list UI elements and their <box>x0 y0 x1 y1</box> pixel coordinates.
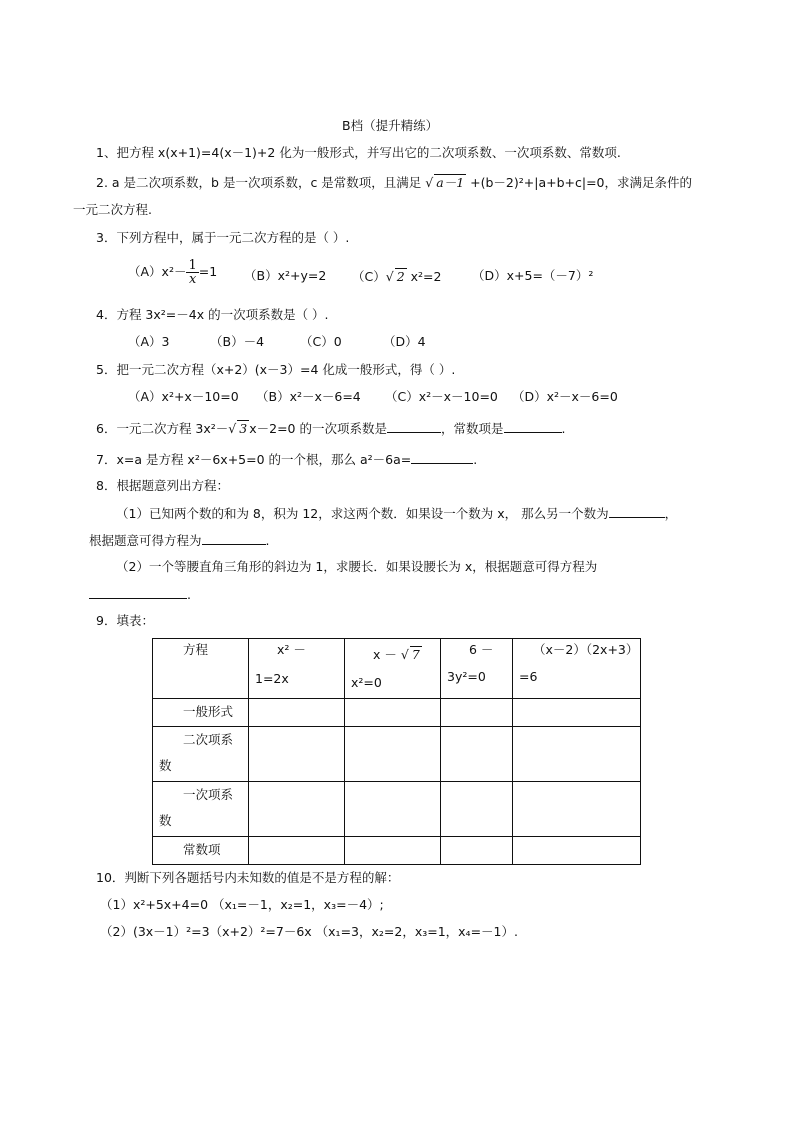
eq2-top: x － √ 7 <box>373 647 420 662</box>
question-8-stem: 8．根据题意列出方程： <box>96 478 229 493</box>
question-4-stem: 4．方程 3x²=－4x 的一次项系数是（ ）. <box>96 307 329 322</box>
sqrt-icon: √ <box>400 647 409 662</box>
table-cell[interactable] <box>345 727 441 782</box>
q4-option-a: （A）3 <box>128 334 170 349</box>
q5-option-a: （A）x²+x－10=0 <box>128 389 239 404</box>
table-cell[interactable] <box>513 782 641 837</box>
q8-p1-line2-end: . <box>265 533 270 548</box>
q6-radicand: 3 <box>239 421 248 436</box>
question-2 <box>96 174 692 191</box>
table-cell[interactable] <box>513 727 641 782</box>
q8-part-1 <box>116 505 677 522</box>
row-label-general-form: 一般形式 <box>153 699 249 727</box>
q8-p1-line2-text: 根据题意可得方程为 <box>89 533 202 548</box>
q8-p1-end: ， <box>664 506 678 521</box>
question-3-stem: 3．下列方程中，属于一元二次方程的是（ ）. <box>96 230 350 245</box>
q2-text-before: 2. a 是二次项系数，b 是一次项系数，c 是常数项，且满足 <box>96 175 422 190</box>
q6-blank-linear[interactable] <box>387 420 441 433</box>
q8-part-1-line-2 <box>89 532 270 549</box>
question-1: 1、把方程 x(x+1)=4(x－1)+2 化为一般形式，并写出它的二次项系数、一次项系数、常数项. <box>96 145 621 160</box>
q2-text-after: +(b－2)²+|a+b+c|=0，求满足条件的 <box>470 175 693 190</box>
header-eq1 <box>249 639 345 699</box>
q6-end: . <box>561 421 566 436</box>
q2-radicand: a－1 <box>436 175 465 190</box>
header-eq4 <box>513 639 641 699</box>
q8-p1-text: （1）已知两个数的和为 8，积为 12，求这两个数．如果设一个数为 x， 那么另一个数为 <box>116 506 609 521</box>
table-cell[interactable] <box>441 837 513 865</box>
eq3-top: 6 － <box>469 642 494 657</box>
table-cell[interactable] <box>345 782 441 837</box>
q3-option-a <box>128 259 217 286</box>
question-9-stem: 9．填表： <box>96 613 154 628</box>
q7-blank[interactable] <box>411 451 473 464</box>
q8-part-2-line-2 <box>89 586 191 603</box>
q8-p1-blank[interactable] <box>609 505 665 518</box>
q3-a-before: （A）x²－ <box>128 264 187 279</box>
question-6 <box>96 420 565 437</box>
q3-c-before: （C） <box>352 269 386 284</box>
q5-option-b: （B）x²－x－6=4 <box>256 389 361 404</box>
q4-option-c: （C）0 <box>300 334 342 349</box>
sqrt-icon: √ <box>385 269 394 284</box>
eq2-bottom: x²=0 <box>351 675 382 690</box>
table-cell[interactable] <box>441 727 513 782</box>
row-label-linear-coef: 一次项系 数 <box>153 782 249 837</box>
q5-option-d: （D）x²－x－6=0 <box>512 389 618 404</box>
q4-option-d: （D）4 <box>383 334 426 349</box>
eq1-bottom: 1=2x <box>255 671 289 686</box>
q5-option-c: （C）x²－x－10=0 <box>385 389 498 404</box>
row-label-constant: 常数项 <box>153 837 249 865</box>
q6-blank-constant[interactable] <box>504 420 562 433</box>
q3-option-c <box>352 268 441 285</box>
table-cell[interactable] <box>249 782 345 837</box>
header-equation: 方程 <box>153 639 249 699</box>
table-cell[interactable] <box>249 837 345 865</box>
q6-mid: x－2=0 的一次项系数是 <box>249 421 387 436</box>
question-7 <box>96 451 477 468</box>
sqrt-icon: √ <box>228 421 237 436</box>
q4-option-b: （B）－4 <box>210 334 265 349</box>
eq1-top: x² － <box>277 642 306 657</box>
q3-c-radicand: 2 <box>396 269 405 284</box>
table-cell[interactable] <box>249 727 345 782</box>
table-cell[interactable] <box>513 837 641 865</box>
q7-text: 7．x=a 是方程 x²－6x+5=0 的一个根，那么 a²－6a= <box>96 452 412 467</box>
row-label-quadratic-coef: 二次项系 数 <box>153 727 249 782</box>
q10-part-1: （1）x²+5x+4=0 （x₁=－1，x₂=1，x₃=－4）; <box>100 897 384 912</box>
header-eq3 <box>441 639 513 699</box>
q7-end: . <box>473 452 478 467</box>
q3-c-after: x²=2 <box>410 269 442 284</box>
sqrt-icon: √ <box>425 175 434 190</box>
table-cell[interactable] <box>441 699 513 727</box>
table-cell[interactable] <box>345 837 441 865</box>
table-cell[interactable] <box>513 699 641 727</box>
q8-p2-blank[interactable] <box>89 586 187 599</box>
header-eq2 <box>345 639 441 699</box>
q8-p1-line2-blank[interactable] <box>202 532 266 545</box>
q8-part-2: （2）一个等腰直角三角形的斜边为 1，求腰长．如果设腰长为 x，根据题意可得方程为 <box>116 559 598 574</box>
q10-part-2: （2）(3x－1）²=3（x+2）²=7－6x （x₁=3，x₂=2，x₃=1，x₄=－1）. <box>100 924 518 939</box>
q3-a-denominator: x <box>188 272 197 287</box>
q6-before: 6．一元二次方程 3x²－ <box>96 421 229 436</box>
question-2-line-2: 一元二次方程. <box>73 202 152 217</box>
q3-a-after: =1 <box>198 264 218 279</box>
fill-table <box>152 638 641 865</box>
q3-option-b: （B）x²+y=2 <box>244 268 327 283</box>
q3-option-d: （D）x+5=（－7）² <box>472 268 594 283</box>
eq3-bottom: 3y²=0 <box>447 669 486 684</box>
question-5-stem: 5．把一元二次方程（x+2）(x－3）=4 化成一般形式，得（ ）. <box>96 362 456 377</box>
q6-mid2: ，常数项是 <box>440 421 504 436</box>
section-title: B档（提升精练） <box>342 118 439 133</box>
question-10-stem: 10．判断下列各题括号内未知数的值是不是方程的解： <box>96 870 400 885</box>
eq4-bottom: =6 <box>519 669 538 684</box>
eq4-top: （x－2）（2x+3） <box>533 642 639 657</box>
q8-p2-end: . <box>187 587 191 602</box>
table-cell[interactable] <box>249 699 345 727</box>
table-cell[interactable] <box>345 699 441 727</box>
table-cell[interactable] <box>441 782 513 837</box>
q3-a-fraction <box>186 259 198 286</box>
q3-a-numerator: 1 <box>188 258 197 273</box>
